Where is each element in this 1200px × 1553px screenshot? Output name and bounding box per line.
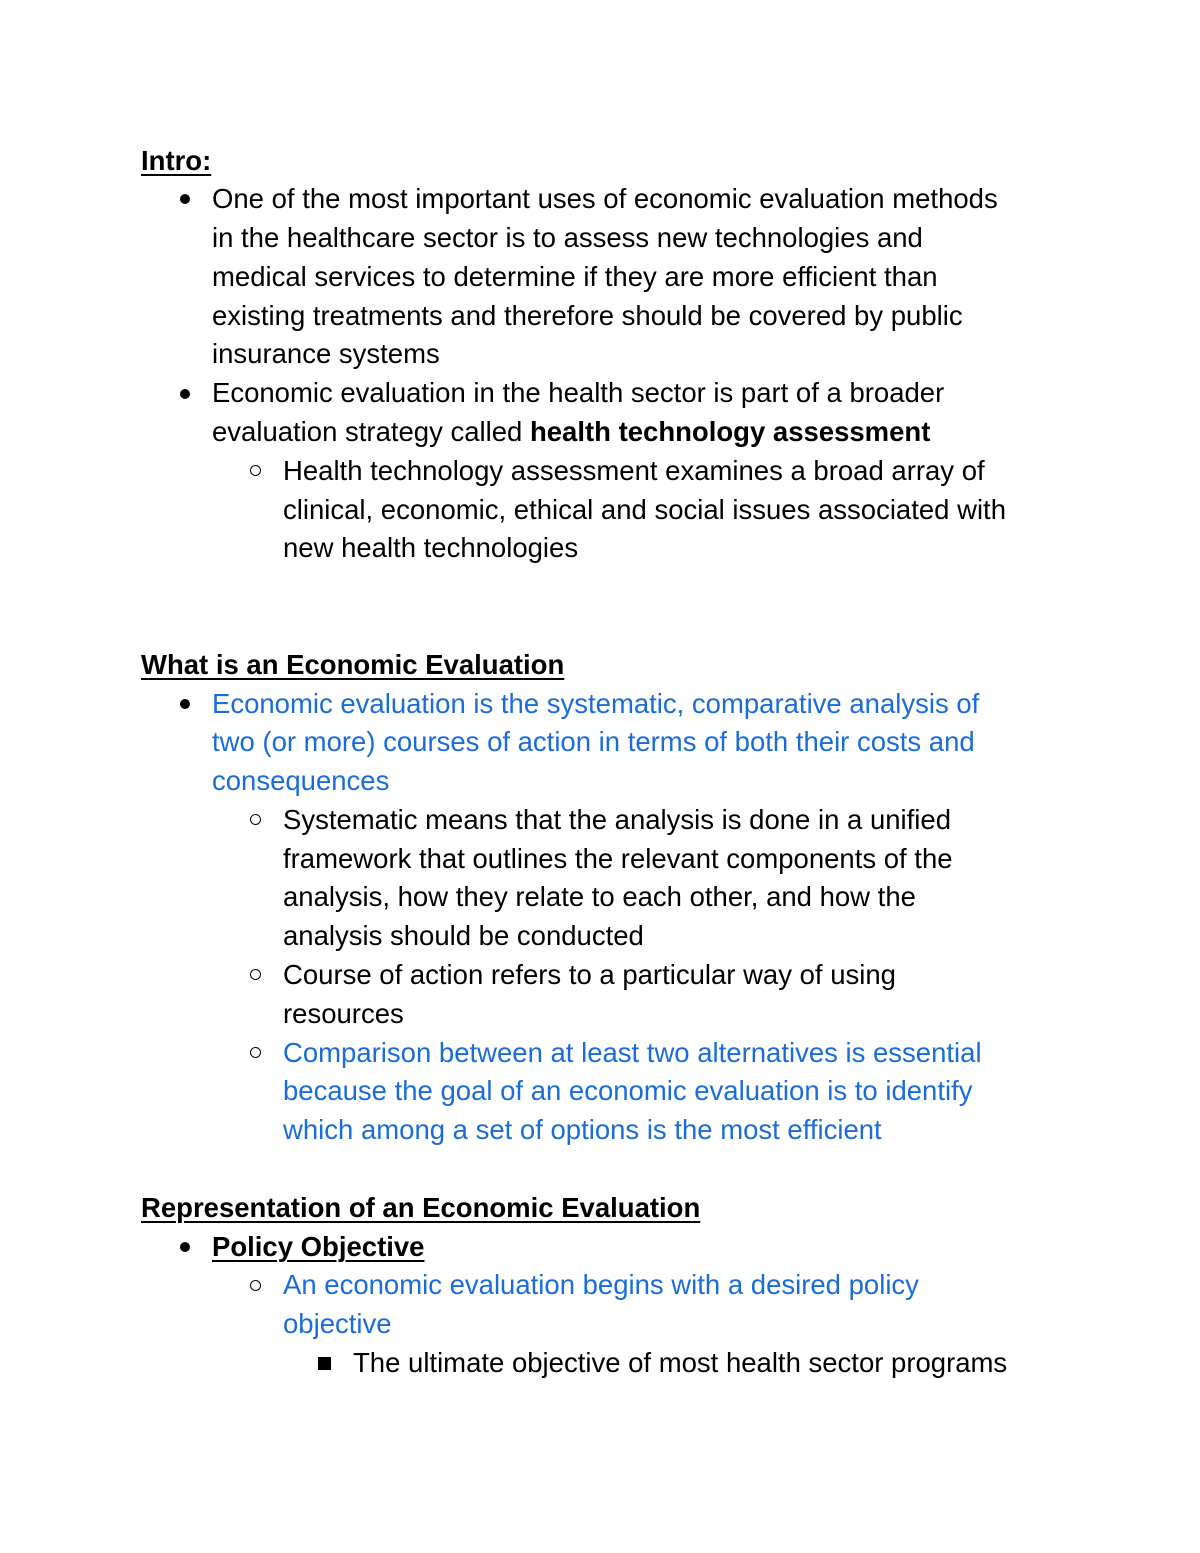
systematic-line-4: analysis should be conducted bbox=[283, 920, 644, 951]
definition-line-1: Economic evaluation is the systematic, comparative analysis of bbox=[212, 688, 980, 719]
bullet-disc-icon bbox=[180, 194, 190, 204]
intro-item-1-line-4: existing treatments and therefore should be covered by public bbox=[212, 300, 963, 331]
bullet-disc-icon bbox=[180, 389, 190, 399]
comparison-line-1: Comparison between at least two alternatives is essential bbox=[283, 1037, 982, 1068]
intro-sub-line-3: new health technologies bbox=[283, 532, 579, 563]
policy-objective-line-2: objective bbox=[283, 1308, 392, 1339]
definition-line-3: consequences bbox=[212, 765, 390, 796]
bullet-square-icon bbox=[318, 1357, 331, 1370]
intro-item-1-line-2: in the healthcare sector is to assess new technologies and bbox=[212, 222, 923, 253]
definition-line-2: two (or more) courses of action in terms of both their costs and bbox=[212, 726, 975, 757]
intro-item-1-line-5: insurance systems bbox=[212, 338, 440, 369]
systematic-line-1: Systematic means that the analysis is done in a unified bbox=[283, 804, 952, 835]
intro-item-1-line-1: One of the most important uses of economic evaluation methods bbox=[212, 183, 998, 214]
intro-item-2-line-1: Economic evaluation in the health sector is part of a broader bbox=[212, 377, 945, 408]
intro-item-2-prefix: evaluation strategy called bbox=[212, 416, 530, 447]
intro-sub-line-2: clinical, economic, ethical and social issues associated with bbox=[283, 494, 1006, 525]
bullet-circle-icon bbox=[250, 1047, 261, 1058]
bullet-disc-icon bbox=[180, 699, 190, 709]
course-of-action-line-2: resources bbox=[283, 998, 404, 1029]
section-heading-intro: Intro: bbox=[141, 145, 212, 176]
bullet-circle-icon bbox=[250, 814, 261, 825]
section-heading-what-is: What is an Economic Evaluation bbox=[141, 649, 565, 680]
systematic-line-3: analysis, how they relate to each other, and how the bbox=[283, 881, 916, 912]
bullet-circle-icon bbox=[250, 1280, 261, 1291]
policy-objective-label: Policy Objective bbox=[212, 1231, 425, 1262]
intro-item-1-line-3: medical services to determine if they are more efficient than bbox=[212, 261, 938, 292]
bullet-circle-icon bbox=[250, 465, 261, 476]
comparison-line-3: which among a set of options is the most efficient bbox=[283, 1114, 882, 1145]
comparison-line-2: because the goal of an economic evaluation is to identify bbox=[283, 1075, 973, 1106]
policy-objective-line-1: An economic evaluation begins with a desired policy bbox=[283, 1269, 919, 1300]
systematic-line-2: framework that outlines the relevant components of the bbox=[283, 843, 953, 874]
bullet-disc-icon bbox=[180, 1242, 190, 1252]
ultimate-objective-line-1: The ultimate objective of most health sector programs bbox=[353, 1347, 1008, 1378]
section-heading-representation: Representation of an Economic Evaluation bbox=[141, 1192, 701, 1223]
intro-sub-line-1: Health technology assessment examines a broad array of bbox=[283, 455, 985, 486]
intro-item-2-line-2 bbox=[212, 412, 930, 451]
hta-term: health technology assessment bbox=[529, 416, 931, 447]
bullet-circle-icon bbox=[250, 969, 261, 980]
course-of-action-line-1: Course of action refers to a particular way of using bbox=[283, 959, 896, 990]
